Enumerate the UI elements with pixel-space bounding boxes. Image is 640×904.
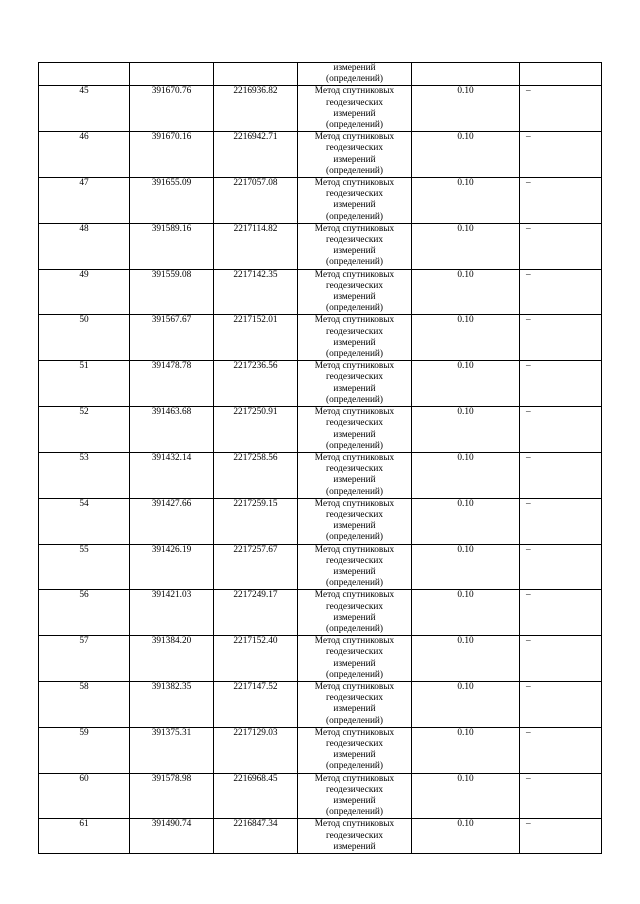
x-coordinate-cell: 391589.16 xyxy=(130,223,214,269)
method-line: Метод спутниковых xyxy=(314,452,395,463)
method-cell xyxy=(298,727,412,773)
y-coordinate-cell: 2217129.03 xyxy=(214,727,298,773)
method-cell xyxy=(298,819,412,854)
method-cell xyxy=(298,498,412,544)
table-row xyxy=(39,86,602,132)
y-coordinate-cell: 2216968.45 xyxy=(214,773,298,819)
accuracy-cell: 0.10 xyxy=(412,86,520,132)
y-coordinate-cell xyxy=(214,63,298,86)
method-line: измерений xyxy=(333,108,376,119)
method-line: измерений xyxy=(333,704,376,715)
method-line: геодезических xyxy=(325,647,384,658)
method-line: геодезических xyxy=(325,280,384,291)
method-cell xyxy=(298,178,412,224)
note-cell: – xyxy=(520,819,602,854)
y-coordinate-cell: 2216936.82 xyxy=(214,86,298,132)
method-line: Метод спутниковых xyxy=(314,178,395,189)
point-number-cell: 56 xyxy=(39,590,130,636)
x-coordinate-cell xyxy=(130,63,214,86)
method-line: (определений) xyxy=(325,807,384,818)
method-line: измерений xyxy=(333,750,376,761)
method-line: (определений) xyxy=(325,669,384,680)
note-cell: – xyxy=(520,636,602,682)
method-line: Метод спутниковых xyxy=(314,498,395,509)
method-line: измерений xyxy=(333,521,376,532)
accuracy-cell: 0.10 xyxy=(412,269,520,315)
note-cell: – xyxy=(520,727,602,773)
y-coordinate-cell: 2217249.17 xyxy=(214,590,298,636)
method-line: Метод спутниковых xyxy=(314,544,395,555)
y-coordinate-cell: 2217147.52 xyxy=(214,681,298,727)
method-line: Метод спутниковых xyxy=(314,636,395,647)
method-line: геодезических xyxy=(325,601,384,612)
method-line: (определений) xyxy=(325,532,384,543)
table-row xyxy=(39,544,602,590)
x-coordinate-cell: 391670.16 xyxy=(130,132,214,178)
accuracy-cell: 0.10 xyxy=(412,178,520,224)
point-number-cell: 55 xyxy=(39,544,130,590)
table-row xyxy=(39,132,602,178)
y-coordinate-cell: 2217250.91 xyxy=(214,407,298,453)
method-line: геодезических xyxy=(325,555,384,566)
y-coordinate-cell: 2217152.40 xyxy=(214,636,298,682)
method-line: геодезических xyxy=(325,830,384,841)
point-number-cell: 61 xyxy=(39,819,130,854)
method-line: измерений xyxy=(333,612,376,623)
table-row xyxy=(39,223,602,269)
accuracy-cell: 0.10 xyxy=(412,636,520,682)
method-line: Метод спутниковых xyxy=(314,132,395,143)
note-cell: – xyxy=(520,544,602,590)
method-line: геодезических xyxy=(325,693,384,704)
y-coordinate-cell: 2217259.15 xyxy=(214,498,298,544)
x-coordinate-cell: 391655.09 xyxy=(130,178,214,224)
method-line: Метод спутниковых xyxy=(314,86,395,97)
method-line: (определений) xyxy=(325,165,384,176)
method-line: Метод спутниковых xyxy=(314,361,395,372)
accuracy-cell: 0.10 xyxy=(412,452,520,498)
method-line: геодезических xyxy=(325,97,384,108)
point-number-cell: 46 xyxy=(39,132,130,178)
x-coordinate-cell: 391384.20 xyxy=(130,636,214,682)
note-cell: – xyxy=(520,315,602,361)
method-cell xyxy=(298,636,412,682)
method-line: (определений) xyxy=(325,349,384,360)
note-cell: – xyxy=(520,773,602,819)
method-line: Метод спутниковых xyxy=(314,407,395,418)
method-cell xyxy=(298,361,412,407)
method-line: измерений xyxy=(333,475,376,486)
method-line: Метод спутниковых xyxy=(314,269,395,280)
method-line: геодезических xyxy=(325,784,384,795)
method-line: (определений) xyxy=(325,578,384,589)
accuracy-cell: 0.10 xyxy=(412,132,520,178)
method-cell xyxy=(298,223,412,269)
method-line: измерений xyxy=(333,63,376,73)
x-coordinate-cell: 391427.66 xyxy=(130,498,214,544)
y-coordinate-cell: 2217152.01 xyxy=(214,315,298,361)
method-line: измерений xyxy=(333,566,376,577)
point-number-cell: 52 xyxy=(39,407,130,453)
method-cell xyxy=(298,86,412,132)
table-row xyxy=(39,452,602,498)
method-cell xyxy=(298,315,412,361)
accuracy-cell: 0.10 xyxy=(412,681,520,727)
method-line: геодезических xyxy=(325,143,384,154)
table-row xyxy=(39,681,602,727)
accuracy-cell: 0.10 xyxy=(412,544,520,590)
note-cell: – xyxy=(520,452,602,498)
table-row xyxy=(39,178,602,224)
method-line: (определений) xyxy=(325,486,384,497)
point-number-cell: 53 xyxy=(39,452,130,498)
note-cell: – xyxy=(520,269,602,315)
method-line: измерений xyxy=(333,154,376,165)
point-number-cell: 45 xyxy=(39,86,130,132)
method-line: (определений) xyxy=(325,303,384,314)
method-cell xyxy=(298,681,412,727)
table-row xyxy=(39,498,602,544)
method-line: измерений xyxy=(333,383,376,394)
method-line: Метод спутниковых xyxy=(314,681,395,692)
method-cell xyxy=(298,269,412,315)
method-line: Метод спутниковых xyxy=(314,590,395,601)
method-line: измерений xyxy=(333,841,376,852)
method-line: (определений) xyxy=(325,440,384,451)
table-row xyxy=(39,590,602,636)
method-cell xyxy=(298,452,412,498)
method-line: геодезических xyxy=(325,372,384,383)
accuracy-cell: 0.10 xyxy=(412,819,520,854)
accuracy-cell: 0.10 xyxy=(412,315,520,361)
method-line: (определений) xyxy=(325,74,384,85)
note-cell: – xyxy=(520,407,602,453)
method-line: (определений) xyxy=(325,761,384,772)
note-cell: – xyxy=(520,178,602,224)
table-row xyxy=(39,727,602,773)
method-cell xyxy=(298,590,412,636)
x-coordinate-cell: 391382.35 xyxy=(130,681,214,727)
note-cell xyxy=(520,63,602,86)
accuracy-cell: 0.10 xyxy=(412,498,520,544)
x-coordinate-cell: 391426.19 xyxy=(130,544,214,590)
point-number-cell: 54 xyxy=(39,498,130,544)
method-cell xyxy=(298,407,412,453)
method-line: Метод спутниковых xyxy=(314,819,395,830)
y-coordinate-cell: 2217257.67 xyxy=(214,544,298,590)
y-coordinate-cell: 2216847.34 xyxy=(214,819,298,854)
note-cell: – xyxy=(520,361,602,407)
method-line: геодезических xyxy=(325,738,384,749)
method-line: (определений) xyxy=(325,257,384,268)
y-coordinate-cell: 2217142.35 xyxy=(214,269,298,315)
accuracy-cell: 0.10 xyxy=(412,361,520,407)
table-row xyxy=(39,407,602,453)
x-coordinate-cell: 391559.08 xyxy=(130,269,214,315)
table-row xyxy=(39,361,602,407)
point-number-cell: 49 xyxy=(39,269,130,315)
method-line: измерений xyxy=(333,292,376,303)
table-row xyxy=(39,636,602,682)
x-coordinate-cell: 391375.31 xyxy=(130,727,214,773)
accuracy-cell: 0.10 xyxy=(412,590,520,636)
y-coordinate-cell: 2217057.08 xyxy=(214,178,298,224)
accuracy-cell: 0.10 xyxy=(412,773,520,819)
point-number-cell: 57 xyxy=(39,636,130,682)
x-coordinate-cell: 391670.76 xyxy=(130,86,214,132)
method-cell xyxy=(298,132,412,178)
y-coordinate-cell: 2217236.56 xyxy=(214,361,298,407)
table-row xyxy=(39,819,602,854)
point-number-cell: 51 xyxy=(39,361,130,407)
x-coordinate-cell: 391578.98 xyxy=(130,773,214,819)
x-coordinate-cell: 391490.74 xyxy=(130,819,214,854)
x-coordinate-cell: 391421.03 xyxy=(130,590,214,636)
method-line: (определений) xyxy=(325,394,384,405)
point-number-cell: 48 xyxy=(39,223,130,269)
y-coordinate-cell: 2217114.82 xyxy=(214,223,298,269)
table-row-continued xyxy=(39,63,602,86)
method-line: Метод спутниковых xyxy=(314,727,395,738)
accuracy-cell: 0.10 xyxy=(412,727,520,773)
x-coordinate-cell: 391478.78 xyxy=(130,361,214,407)
method-line: геодезических xyxy=(325,326,384,337)
accuracy-cell xyxy=(412,63,520,86)
table-row xyxy=(39,269,602,315)
method-line: (определений) xyxy=(325,211,384,222)
x-coordinate-cell: 391567.67 xyxy=(130,315,214,361)
note-cell: – xyxy=(520,681,602,727)
note-cell: – xyxy=(520,590,602,636)
note-cell: – xyxy=(520,86,602,132)
method-line: (определений) xyxy=(325,120,384,131)
accuracy-cell: 0.10 xyxy=(412,223,520,269)
coordinates-table-body xyxy=(39,63,602,854)
method-line: геодезических xyxy=(325,235,384,246)
method-line: геодезических xyxy=(325,464,384,475)
method-cell xyxy=(298,544,412,590)
method-line: (определений) xyxy=(325,623,384,634)
note-cell: – xyxy=(520,223,602,269)
point-number-cell xyxy=(39,63,130,86)
method-line: измерений xyxy=(333,337,376,348)
x-coordinate-cell: 391432.14 xyxy=(130,452,214,498)
y-coordinate-cell: 2217258.56 xyxy=(214,452,298,498)
method-line: (определений) xyxy=(325,715,384,726)
method-line: измерений xyxy=(333,658,376,669)
accuracy-cell: 0.10 xyxy=(412,407,520,453)
method-line: Метод спутниковых xyxy=(314,773,395,784)
method-line: геодезических xyxy=(325,418,384,429)
point-number-cell: 59 xyxy=(39,727,130,773)
table-row xyxy=(39,773,602,819)
point-number-cell: 60 xyxy=(39,773,130,819)
y-coordinate-cell: 2216942.71 xyxy=(214,132,298,178)
method-line: Метод спутниковых xyxy=(314,315,395,326)
method-cell xyxy=(298,773,412,819)
note-cell: – xyxy=(520,498,602,544)
point-number-cell: 47 xyxy=(39,178,130,224)
method-line: измерений xyxy=(333,246,376,257)
method-cell xyxy=(298,63,412,86)
coordinates-table xyxy=(38,62,602,854)
method-line: Метод спутниковых xyxy=(314,223,395,234)
table-row xyxy=(39,315,602,361)
note-cell: – xyxy=(520,132,602,178)
x-coordinate-cell: 391463.68 xyxy=(130,407,214,453)
method-line: измерений xyxy=(333,200,376,211)
method-line: геодезических xyxy=(325,189,384,200)
method-line: измерений xyxy=(333,796,376,806)
point-number-cell: 50 xyxy=(39,315,130,361)
method-line: геодезических xyxy=(325,509,384,520)
point-number-cell: 58 xyxy=(39,681,130,727)
method-line: измерений xyxy=(333,429,376,440)
